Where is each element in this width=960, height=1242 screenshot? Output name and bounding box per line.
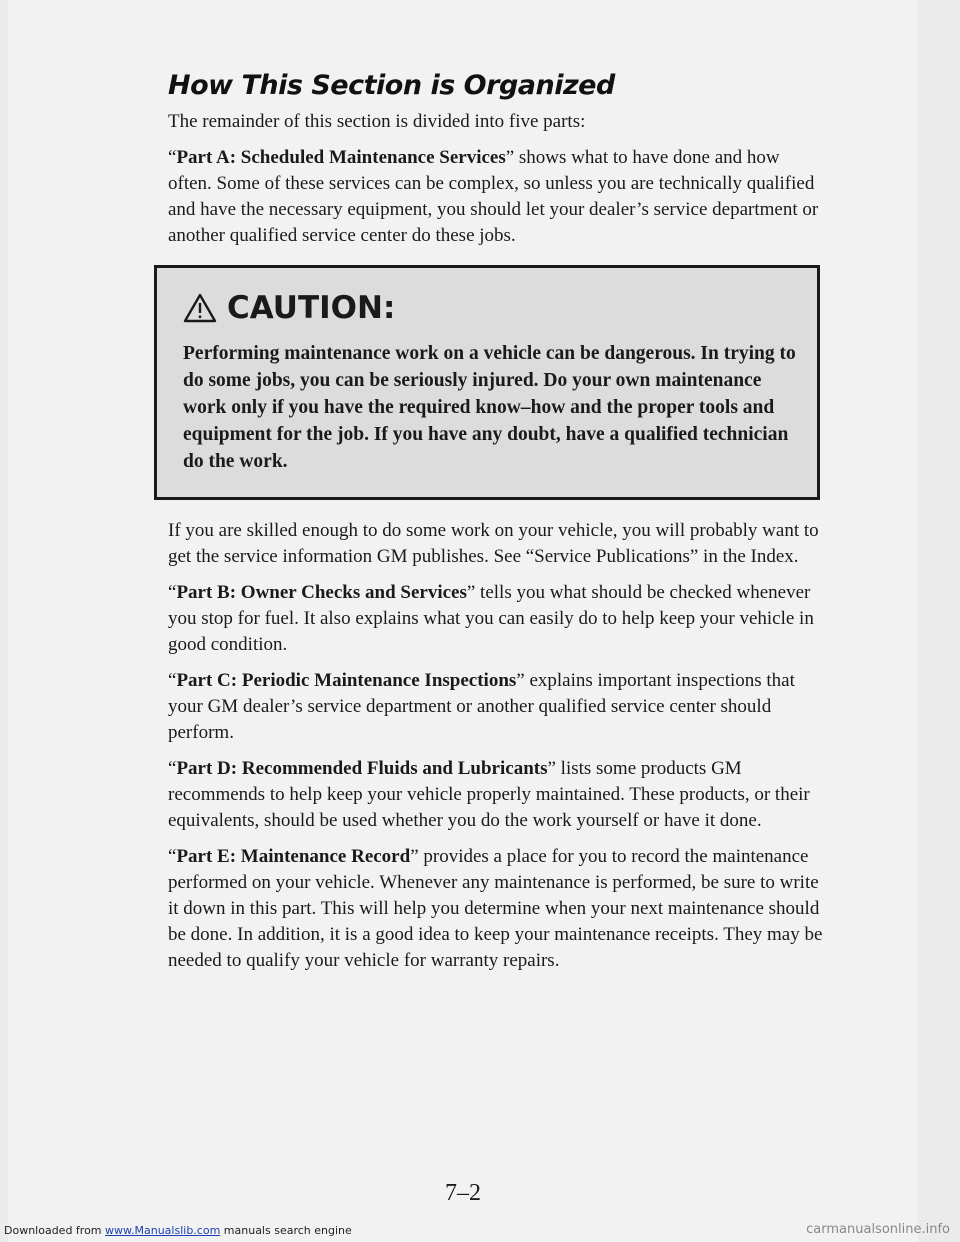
page-number: 7–2 <box>445 1180 481 1206</box>
caution-body: Performing maintenance work on a vehicle can be dangerous. In trying to do some jobs, you can be seriously injured. Do your own maintenance work only if you have the required know–how and the proper tools and equipment for the job. If you have any doubt, have a qualified technician do the work. <box>183 343 796 472</box>
caution-box <box>154 265 820 500</box>
warning-triangle-icon <box>183 293 217 323</box>
open-quote: “ <box>168 582 177 603</box>
manualslib-link[interactable]: www.Manualslib.com <box>105 1224 221 1237</box>
part-d-paragraph <box>168 756 828 834</box>
open-quote: “ <box>168 147 177 168</box>
skilled-paragraph: If you are skilled enough to do some work on your vehicle, you will probably want to get the service information GM publishes. See “Service Publications” in the Index. <box>168 520 819 567</box>
part-a-paragraph <box>168 145 828 249</box>
caution-header <box>183 290 797 326</box>
page-content <box>168 70 828 984</box>
part-c-paragraph <box>168 668 828 746</box>
part-e-title: Part E: Maintenance Record <box>176 846 411 867</box>
part-a-title: Part A: Scheduled Maintenance Services <box>176 147 506 168</box>
download-suffix: manuals search engine <box>223 1224 352 1237</box>
open-quote: “ <box>168 846 177 867</box>
part-b-paragraph <box>168 580 828 658</box>
open-quote: “ <box>168 670 177 691</box>
caution-title: CAUTION: <box>227 290 396 326</box>
part-b-title: Part B: Owner Checks and Services <box>176 582 467 603</box>
watermark: carmanualsonline.info <box>806 1222 950 1237</box>
intro-paragraph: The remainder of this section is divided into five parts: <box>168 111 586 132</box>
part-e-paragraph <box>168 844 828 974</box>
part-c-text: ” explains important inspections that your GM dealer’s service department or another qualified service center should perform. <box>168 670 795 743</box>
open-quote: “ <box>168 758 177 779</box>
part-a-text: ” shows what to have done and how often. Some of these services can be complex, so unless you are technically qualified and have the necessary equipment, you should let your dealer’s service department or another qualified service center do these jobs. <box>168 147 819 246</box>
part-b-text: ” tells you what should be checked whenever you stop for fuel. It also explains what you can easily do to help keep your vehicle in good condition. <box>168 582 814 655</box>
part-d-title: Part D: Recommended Fluids and Lubricants <box>176 758 548 779</box>
download-prefix: Downloaded from <box>4 1224 102 1237</box>
part-c-title: Part C: Periodic Maintenance Inspections <box>176 670 517 691</box>
part-e-text: ” provides a place for you to record the maintenance performed on your vehicle. Whenever any maintenance is performed, be sure to write it down in this part. This will help you determine when your next maintenance should be done. In addition, it is a good idea to keep your maintenance receipts. They may be needed to qualify your vehicle for warranty repairs. <box>168 846 823 971</box>
manual-page <box>8 0 918 1242</box>
download-footer <box>4 1224 352 1237</box>
section-heading: How This Section is Organized <box>168 70 615 101</box>
part-d-text: ” lists some products GM recommends to help keep your vehicle properly maintained. These products, or their equivalents, should be used whether you do the work yourself or have it done. <box>168 758 810 831</box>
